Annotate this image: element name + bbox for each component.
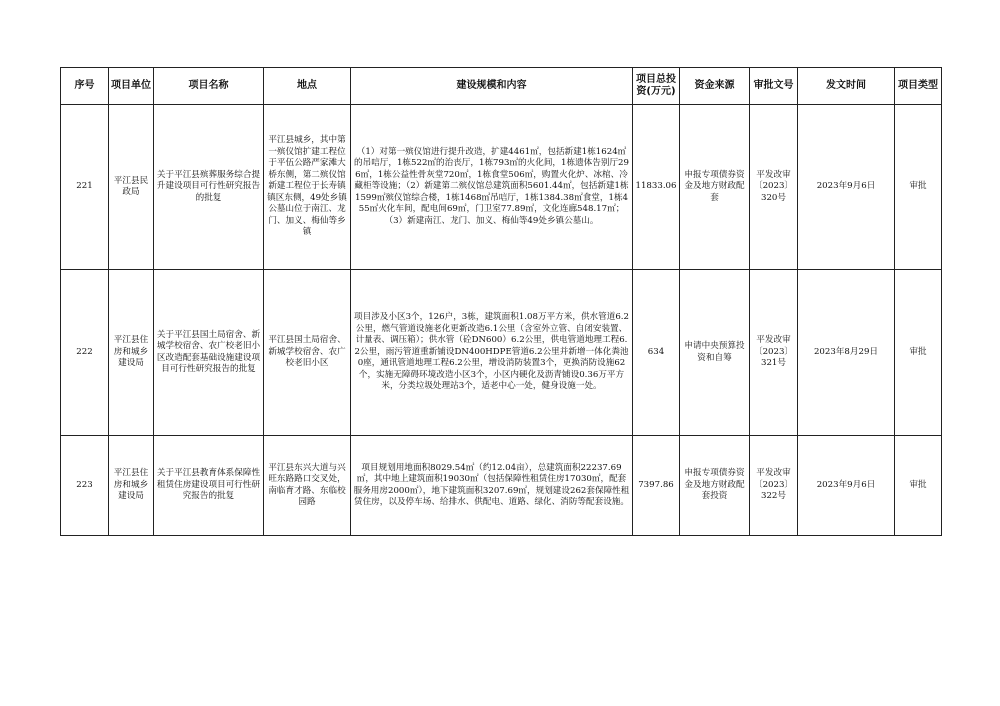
cell-approval: 平发改审〔2023〕322号 (750, 436, 798, 536)
header-name: 项目名称 (154, 68, 264, 105)
cell-scope: 项目涉及小区3个，126户，3栋，建筑面积1.08万平方米，供水管道6.2公里，燃气管道设施老化更新改造6.1公里（含室外立管、自闭安装置、计量表、调压箱）；供水管（砼DN600）6.2公里，供电管道地理工程6.2公里，雨污管道重新铺设DN400HDPE管道6.2公里并新增一体化粪池0座，通讯管道地理工程6.2公里，增设消防装置3个，更换消防设施62个，实施无障碍环境改造小区3个，小区内硬化及沥青铺设0.36万平方米，分类垃圾处理站3个，适老中心一处，健身设施一处。 (351, 270, 633, 436)
cell-location: 平江县东兴大道与兴旺东路路口交叉处，南临育才路、东临校园路 (264, 436, 351, 536)
cell-name: 关于平江县殡葬服务综合提升建设项目可行性研究报告的批复 (154, 105, 264, 270)
table-row (61, 105, 942, 270)
cell-approval: 平发改审〔2023〕321号 (750, 270, 798, 436)
cell-unit: 平江县住房和城乡建设局 (109, 436, 154, 536)
header-location: 地点 (264, 68, 351, 105)
cell-date: 2023年8月29日 (798, 270, 895, 436)
cell-approval: 平发改审〔2023〕320号 (750, 105, 798, 270)
cell-unit: 平江县民政局 (109, 105, 154, 270)
cell-name: 关于平江县国土局宿舍、新城学校宿舍、农广校老旧小区改造配套基础设施建设项目可行性研究报告的批复 (154, 270, 264, 436)
project-approval-table (60, 67, 942, 536)
header-approval: 审批文号 (750, 68, 798, 105)
cell-funding: 申请中央预算投资和自筹 (680, 270, 750, 436)
table-row (61, 436, 942, 536)
cell-date: 2023年9月6日 (798, 105, 895, 270)
cell-location: 平江县国土局宿舍、新城学校宿舍、农广校老旧小区 (264, 270, 351, 436)
header-scope: 建设规模和内容 (351, 68, 633, 105)
header-seq: 序号 (61, 68, 109, 105)
cell-type: 审批 (895, 270, 942, 436)
cell-seq: 221 (61, 105, 109, 270)
cell-investment: 634 (633, 270, 680, 436)
cell-investment: 11833.06 (633, 105, 680, 270)
cell-name: 关于平江县教育体系保障性租赁住房建设项目可行性研究报告的批复 (154, 436, 264, 536)
header-type: 项目类型 (895, 68, 942, 105)
cell-seq: 222 (61, 270, 109, 436)
cell-date: 2023年9月6日 (798, 436, 895, 536)
cell-unit: 平江县住房和城乡建设局 (109, 270, 154, 436)
header-date: 发文时间 (798, 68, 895, 105)
header-investment: 项目总投资(万元) (633, 68, 680, 105)
cell-type: 审批 (895, 105, 942, 270)
cell-scope: （1）对第一殡仪馆进行提升改造，扩建4461㎡，包括新建1栋1624㎡的吊唁厅，1栋522㎡的治丧厅，1栋793㎡的火化间，1栋遗体告别厅296㎡，1栋公益性骨灰堂720㎡，1栋食堂506㎡，购置火化炉、冰棺、冷藏柜等设施；（2）新建第二殡仪馆总建筑面积5601.44㎡，包括新建1栋1599㎡殡仪馆综合楼，1栋1468㎡吊唁厅，1栋1384.38㎡食堂，1栋455㎡火化车间，配电间69㎡，门卫室77.89㎡，文化连廊548.17㎡；（3）新建南江、龙门、加义、梅仙等49处乡镇公墓山。 (351, 105, 633, 270)
cell-funding: 申报专项债券资金及地方财政配套 (680, 105, 750, 270)
cell-seq: 223 (61, 436, 109, 536)
cell-location: 平江县城乡，其中第一殡仪馆扩建工程位于平伍公路严家滩大桥东侧，第二殡仪馆新建工程位于长寿镇镇区东侧，49处乡镇公墓山位于南江、龙门、加义、梅仙等乡镇 (264, 105, 351, 270)
header-unit: 项目单位 (109, 68, 154, 105)
cell-type: 审批 (895, 436, 942, 536)
cell-scope: 项目规划用地面积8029.54㎡（约12.04亩），总建筑面积22237.69㎡，其中地上建筑面积19030㎡（包括保障性租赁住房17030㎡，配套服务用房2000㎡），地下建筑面积3207.69㎡，规划建设262套保障性租赁住房，以及停车场、给排水、供配电、道路、绿化、消防等配套设施。 (351, 436, 633, 536)
cell-investment: 7397.86 (633, 436, 680, 536)
table-row (61, 270, 942, 436)
header-funding: 资金来源 (680, 68, 750, 105)
header-row (61, 68, 942, 105)
cell-funding: 申报专项债券资金及地方财政配套投资 (680, 436, 750, 536)
